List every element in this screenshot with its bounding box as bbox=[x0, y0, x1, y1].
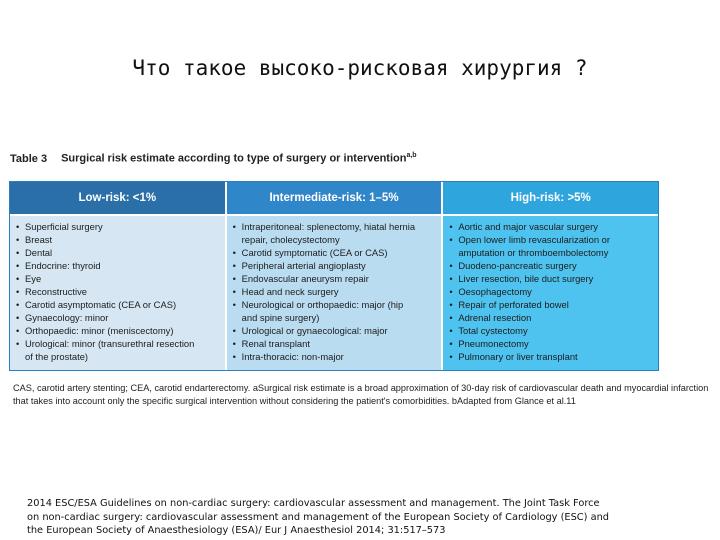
item-text: Oesophagectomy bbox=[458, 286, 532, 297]
list-item bbox=[233, 272, 436, 285]
list-item bbox=[233, 350, 436, 363]
high-risk-header: High-risk: >5% bbox=[443, 182, 658, 216]
list-item bbox=[449, 350, 652, 363]
list-item bbox=[449, 220, 652, 233]
reference-line: 2014 ESC/ESA Guidelines on non-cardiac surgery: cardiovascular assessment and management. The Joint Task Force bbox=[27, 498, 600, 509]
item-text: Liver resection, bile duct surgery bbox=[458, 273, 594, 284]
intermediate-risk-header: Intermediate-risk: 1–5% bbox=[227, 182, 442, 216]
item-text: Breast bbox=[25, 234, 53, 245]
item-text: Endovascular aneurysm repair bbox=[241, 273, 369, 284]
intermediate-risk-column bbox=[227, 182, 444, 370]
list-item bbox=[233, 337, 436, 350]
citation-reference bbox=[27, 497, 697, 538]
reference-line: the European Society of Anaesthesiology (ESA)/ Eur J Anaesthesiol 2014; 31:517–573 bbox=[27, 525, 446, 536]
low-risk-column bbox=[10, 182, 227, 370]
list-item bbox=[233, 298, 436, 324]
item-text: Reconstructive bbox=[25, 286, 88, 297]
high-risk-list bbox=[449, 220, 652, 363]
item-text: Open lower limb revascularization or bbox=[458, 234, 610, 245]
list-item bbox=[16, 220, 219, 233]
list-item bbox=[233, 246, 436, 259]
table-caption-sup: a,b bbox=[406, 152, 417, 159]
item-text: Orthopaedic: minor (meniscectomy) bbox=[25, 325, 174, 336]
item-text: Superficial surgery bbox=[25, 221, 103, 232]
item-text: Renal transplant bbox=[241, 338, 310, 349]
list-item bbox=[449, 337, 652, 350]
list-item bbox=[449, 324, 652, 337]
list-item bbox=[16, 324, 219, 337]
slide-title: Что такое высоко-рисковая хирургия ? bbox=[132, 56, 588, 80]
list-item bbox=[233, 220, 436, 246]
list-item bbox=[449, 233, 652, 259]
list-item bbox=[233, 285, 436, 298]
list-item bbox=[449, 311, 652, 324]
item-text: Carotid symptomatic (CEA or CAS) bbox=[241, 247, 388, 258]
list-item bbox=[16, 337, 219, 363]
list-item bbox=[16, 246, 219, 259]
low-risk-header: Low-risk: <1% bbox=[10, 182, 225, 216]
list-item bbox=[16, 285, 219, 298]
table-caption-text: Surgical risk estimate according to type of surgery or intervention bbox=[61, 152, 407, 165]
item-text: Urological: minor (transurethral resection bbox=[25, 338, 195, 349]
item-text: Carotid asymptomatic (CEA or CAS) bbox=[25, 299, 177, 310]
list-item bbox=[16, 311, 219, 324]
list-item bbox=[233, 324, 436, 337]
item-text: Head and neck surgery bbox=[241, 286, 339, 297]
item-text: Eye bbox=[25, 273, 42, 284]
item-text: Neurological or orthopaedic: major (hip bbox=[241, 299, 404, 310]
item-text: Intraperitoneal: splenectomy, hiatal hernia bbox=[241, 221, 416, 232]
surgical-risk-table bbox=[9, 181, 659, 371]
table-footnote bbox=[13, 382, 713, 408]
table-caption bbox=[10, 152, 417, 165]
item-text: Adrenal resection bbox=[458, 312, 532, 323]
list-item bbox=[449, 272, 652, 285]
list-item bbox=[16, 233, 219, 246]
low-risk-list bbox=[16, 220, 219, 363]
item-text: Total cystectomy bbox=[458, 325, 528, 336]
item-text: Gynaecology: minor bbox=[25, 312, 109, 323]
list-item bbox=[449, 259, 652, 272]
item-text: Pulmonary or liver transplant bbox=[458, 351, 578, 362]
high-risk-column bbox=[443, 182, 658, 370]
item-text: Peripheral arterial angioplasty bbox=[241, 260, 366, 271]
list-item bbox=[16, 259, 219, 272]
item-text-continued: and spine surgery) bbox=[241, 312, 320, 323]
list-item bbox=[16, 272, 219, 285]
list-item bbox=[16, 298, 219, 311]
list-item bbox=[449, 285, 652, 298]
item-text: Intra-thoracic: non-major bbox=[241, 351, 344, 362]
footnote-line: CAS, carotid artery stenting; CEA, carotid endarterectomy. aSurgical risk estimate is a broad approximation of 30-day risk of cardiovascular death and myocardial infarction bbox=[13, 383, 709, 393]
item-text-continued: of the prostate) bbox=[25, 351, 89, 362]
footnote-line: that takes into account only the specific surgical intervention without considering the patient's comorbidities. bAdapted from Glance et al.11 bbox=[13, 396, 576, 406]
list-item bbox=[449, 298, 652, 311]
item-text: Pneumonectomy bbox=[458, 338, 529, 349]
item-text: Dental bbox=[25, 247, 53, 258]
table-number: Table 3 bbox=[10, 152, 48, 165]
list-item bbox=[233, 259, 436, 272]
item-text: Repair of perforated bowel bbox=[458, 299, 569, 310]
reference-line: on non-cardiac surgery: cardiovascular assessment and management of the European Society of Cardiology (ESC) and bbox=[27, 511, 610, 523]
intermediate-risk-list bbox=[233, 220, 436, 363]
item-text: Duodeno-pancreatic surgery bbox=[458, 260, 577, 271]
item-text: Endocrine: thyroid bbox=[25, 260, 101, 271]
item-text: Aortic and major vascular surgery bbox=[458, 221, 598, 232]
item-text: Urological or gynaecological: major bbox=[241, 325, 388, 336]
item-text-continued: repair, cholecystectomy bbox=[241, 234, 340, 245]
item-text-continued: amputation or thromboembolectomy bbox=[458, 247, 609, 258]
